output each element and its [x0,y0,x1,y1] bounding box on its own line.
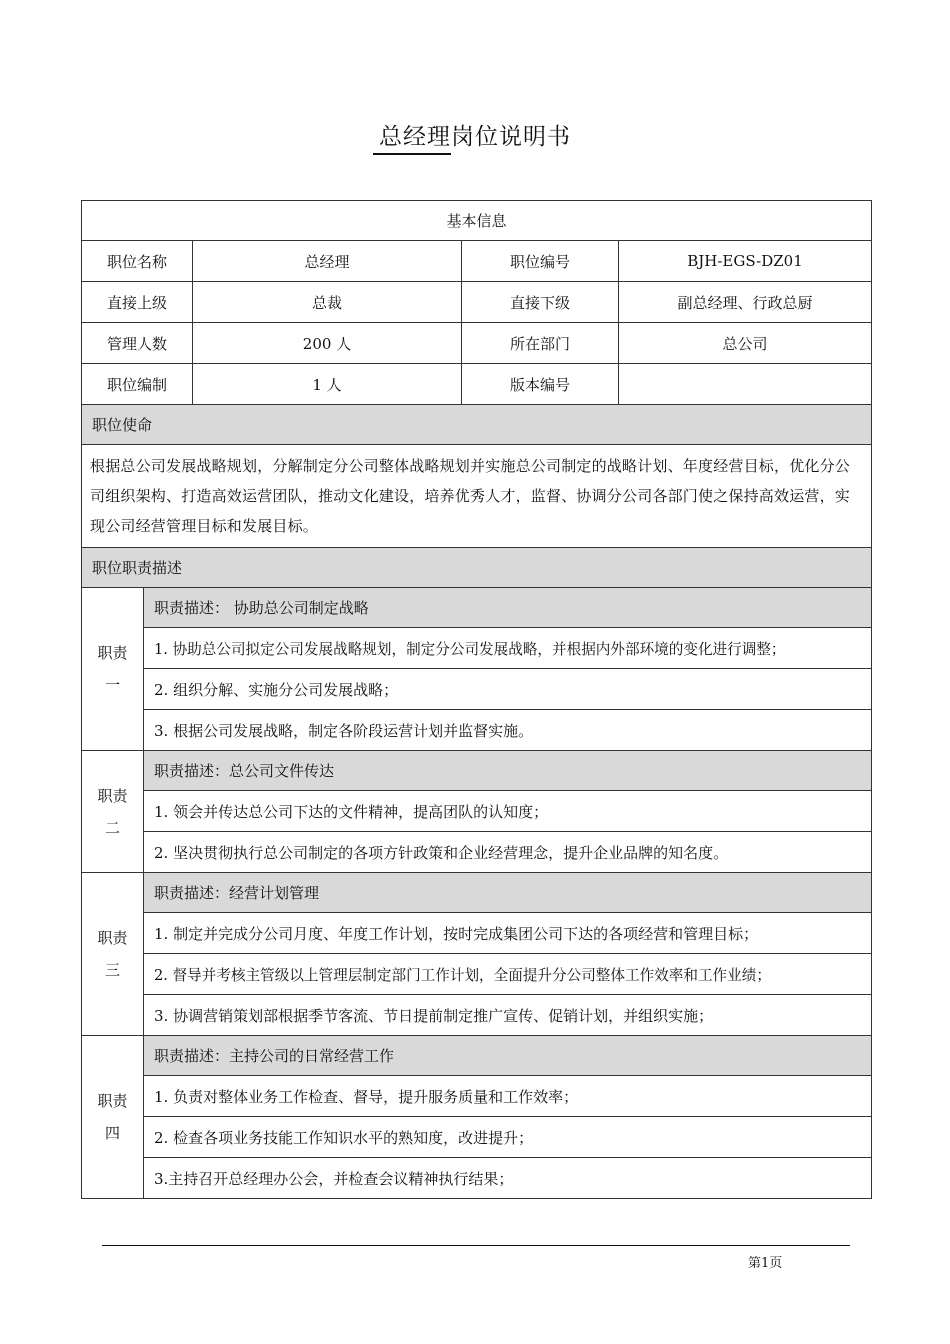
duty-label-number: 四 [104,1124,120,1142]
duty-label-number: 二 [104,818,120,837]
table-row [82,323,872,364]
duty-heading: 职责描述： 协助总公司制定战略 [144,588,872,628]
field-value: BJH-EGS-DZ01 [619,241,872,282]
job-description-table [81,200,872,1199]
table-row [82,364,872,405]
duty-label-number: 一 [104,676,120,694]
field-label: 直接下级 [462,282,619,323]
duty-heading: 职责描述：主持公司的日常经营工作 [144,1036,872,1076]
title-underline [373,153,451,155]
duty-item: 1. 制定并完成分公司月度、年度工作计划，按时完成集团公司下达的各项经营和管理目标； [144,913,872,954]
field-label: 直接上级 [82,282,193,323]
duty-heading: 职责描述：经营计划管理 [144,873,872,913]
duty-item: 1. 领会并传达总公司下达的文件精神，提高团队的认知度； [144,791,872,832]
duty-heading: 职责描述：总公司文件传达 [144,751,872,791]
table-row [82,241,872,282]
field-value: 200 人 [193,323,462,364]
duty-label [82,588,144,751]
page-number: 第1页 [748,1256,783,1271]
footer-rule [102,1245,850,1246]
duty-label [82,873,144,1036]
duty-item: 1. 协助总公司拟定公司发展战略规划，制定分公司发展战略，并根据内外部环境的变化进行调整； [144,628,872,669]
duty-label-number: 三 [104,961,120,979]
table-row [82,282,872,323]
duty-item: 1. 负责对整体业务工作检查、督导，提升服务质量和工作效率； [144,1076,872,1117]
field-label: 管理人数 [82,323,193,364]
duty-item: 3. 根据公司发展战略，制定各阶段运营计划并监督实施。 [144,710,872,751]
duty-item: 2. 组织分解、实施分公司发展战略； [144,669,872,710]
duty-label-line: 职责 [97,644,128,662]
duty-label [82,751,144,873]
field-label: 职位名称 [82,241,193,282]
duties-header: 职位职责描述 [82,548,872,588]
duty-label [82,1036,144,1199]
field-value: 总公司 [619,323,872,364]
duty-label-line: 职责 [97,786,128,805]
duty-item: 3.主持召开总经理办公会，并检查会议精神执行结果； [144,1158,872,1199]
field-label: 职位编号 [462,241,619,282]
field-value: 总经理 [193,241,462,282]
field-value [619,364,872,405]
duty-item: 2. 督导并考核主管级以上管理层制定部门工作计划，全面提升分公司整体工作效率和工作业绩； [144,954,872,995]
duty-label-line: 职责 [97,929,128,947]
basic-info-header: 基本信息 [82,201,872,241]
duty-label-line: 职责 [97,1092,128,1110]
page-title: 总经理岗位说明书 [379,124,571,150]
field-value: 副总经理、行政总厨 [619,282,872,323]
field-label: 所在部门 [462,323,619,364]
mission-header: 职位使命 [82,405,872,445]
duty-item: 3. 协调营销策划部根据季节客流、节日提前制定推广宣传、促销计划，并组织实施； [144,995,872,1036]
mission-text: 根据总公司发展战略规划，分解制定分公司整体战略规划并实施总公司制定的战略计划、年度经营目标，优化分公司组织架构、打造高效运营团队，推动文化建设，培养优秀人才，监督、协调分公司各部门使之保持高效运营，实现公司经营管理目标和发展目标。 [82,445,872,548]
duty-item: 2. 坚决贯彻执行总公司制定的各项方针政策和企业经营理念，提升企业品牌的知名度。 [144,832,872,873]
field-label: 版本编号 [462,364,619,405]
field-label: 职位编制 [82,364,193,405]
field-value: 总裁 [193,282,462,323]
duty-item: 2. 检查各项业务技能工作知识水平的熟知度，改进提升； [144,1117,872,1158]
field-value: 1 人 [193,364,462,405]
